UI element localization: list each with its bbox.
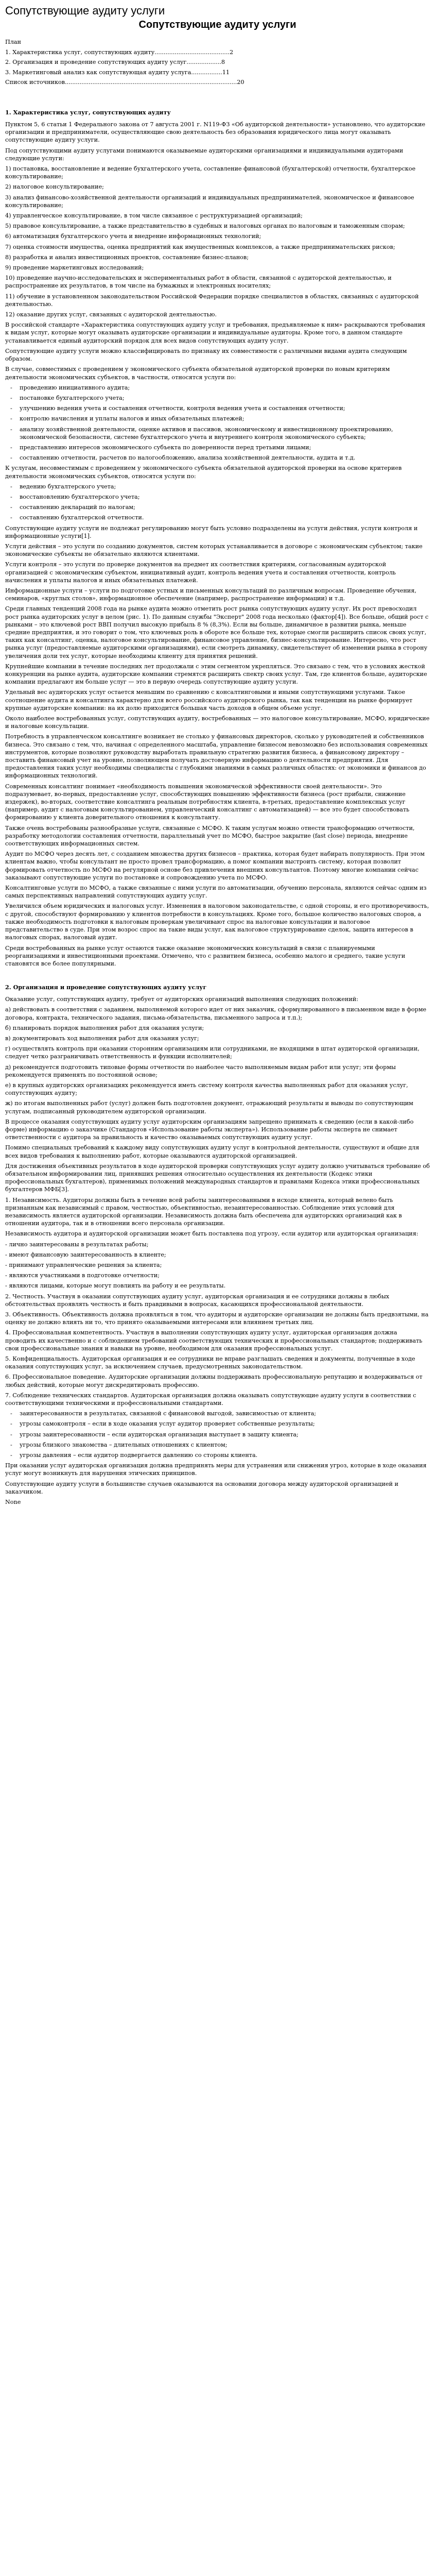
paragraph: Независимость аудитора и аудиторской организации может быть поставлена под угрозу, если аудитор или аудиторская организация: [5,1230,418,1238]
paragraph: - имеют финансовую заинтересованность в клиенте; [5,1251,166,1258]
toc-entry: 3. Маркетинговый анализ как сопутствующая аудиту услуга.................11 [5,69,230,76]
section2-body [5,995,430,1407]
paragraph: 3) анализ финансово-хозяйственной деятельности организаций и индивидуальных предпринимателей, экономическое и финансовое консультирование; [5,194,414,209]
bullet-item: - угрозы самоконтроля – если в ходе оказания услуг аудитор проверяет собственные результаты; [5,1420,430,1428]
paragraph: Среди главных тенденций 2008 года на рынке аудита можно отметить рост рынка сопутствующих аудиту услуг. Их рост превосходил рост рынка аудиторских услуг в целом (рис. 1). По данным службы "Эксперт" 2008 года несколько (фактор[4]). Все больше, общий рост с рынками – это ключевой рост ВВП получил высокую прибыль 8 % (8,3%). Если вы больше, динамичное в развитии рынка, меньше средние предприятия, и это говорит о том, что ключевых роль в обороте все больше тех, которые смогли расширить список своих услуг, таких как консалтинг, оценка, налоговое консультирование, финансовое управление, бизнес-консультирование. Интересно, что рост рынка услуг (предоставляемые аудиторскими организациями), если смотреть динамику, свидетельствует об изменении рынка в сторону увеличения доли тех услуг, которые необходимы клиенту для принятия решений. [5,605,429,659]
bullet-item: - ведению бухгалтерского учета; [5,483,430,490]
paragraph: 2) налоговое консультирование; [5,183,104,191]
paragraph: - являются лицами, которые могут повлиять на работу и ее результаты. [5,1282,226,1290]
paragraph: Сопутствующие аудиту услуги в большинстве случаев оказываются на основании договора между аудиторской организацией и заказчиком. [5,1480,399,1495]
paragraph: д) рекомендуется подготовить типовые формы отчетности по наиболее часто выполняемым видам работ или услуг; эти формы рекомендуется применять по постоянной основе; [5,1063,396,1078]
paragraph: Сопутствующие аудиту услуги не подлежат регулированию могут быть условно подразделены на услуги действия, услуги контроля и информационные услуги[1]. [5,524,418,539]
paragraph: Для достижения объективных результатов в ходе аудиторской проверки сопутствующих услуг аудиту должно учитываться требование об обязательном информировании лиц, принявших решения относительно осуществления их деятельности (Кодекс этики профессиональных бухгалтеров), применимых положений международных стандартов и правилами Кодекса этики профессиональных бухгалтеров МФБ[3]. [5,1162,430,1193]
paragraph: 5. Конфиденциальность. Аудиторская организация и ее сотрудники не вправе разглашать сведения и документы, полученные в ходе оказания сопутствующих услуг, за исключением случаев, предусмотренных законодательством. [5,1355,415,1370]
paragraph: 2. Честность. Участвуя в оказании сопутствующих аудиту услуг, аудиторская организация и ее сотрудники должны в любых обстоятельствах проявлять честность и быть правдивыми в вопросах, касающихся профессиональной деятельности. [5,1293,390,1308]
bullet-item: - представлению интересов экономического субъекта по доверенности перед третьими лицами; [5,444,430,451]
paragraph: Увеличился объем юридических и налоговых услуг. Изменения в налоговом законодательстве, с одной стороны, и его противоречивость, с другой, способствуют формированию у клиентов потребности в консультациях. Кроме того, большое количество налоговых споров, а также необходимость подготовки к налоговым проверкам увеличивают спрос на налоговые консультации и налоговое представительство в суде. При этом возрос спрос на такие виды услуг, как налоговое структурирование сделок, защита интересов в налоговых спорах, налоговый аудит. [5,903,429,941]
paragraph: Также очень востребованы разнообразные услуги, связанные с МСФО. К таким услугам можно отнести трансформацию отчетности, разработку методологии составления отчетности, параллельный учет по МСФО, быстрое закрытие (fast close) периода, внедрение соответствующих информационных систем. [5,824,415,848]
bullet-item: - улучшению ведения учета и составления отчетности, контроля ведения учета и составления отчетности; [5,404,430,412]
bullet-list-incompatible [5,483,430,522]
paragraph: Информационные услуги – услуги по подготовке устных и письменных консультаций по различным вопросам. Проведение обучения, семинаров, «круглых столов», информационное обеспечение (например, распространение информации) и т.д. [5,587,416,602]
paragraph: 11) обучение в установленном законодательством Российской Федерации порядке специалистов в областях, связанных с аудиторской деятельностью. [5,293,419,308]
section1-body-b [5,464,430,480]
bullet-item: - составлению деклараций по налогам; [5,503,430,511]
paragraph: К услугам, несовместимым с проведением у экономического субъекта обязательной аудиторской проверки на основе критериев деятельности экономических субъектов, относятся услуги по: [5,465,402,480]
bullet-item: - угрозы давления – если аудитор подвергается давлению со стороны клиента. [5,1451,430,1459]
paragraph: - лично заинтересованы в результатах работы; [5,1241,149,1248]
paragraph: 6) автоматизация бухгалтерского учета и внедрение информационных технологий; [5,233,261,240]
paragraph: 12) оказание других услуг, связанных с аудиторской деятельностью. [5,311,217,318]
paragraph: Удельный вес аудиторских услуг остается меньшим по сравнению с консалтинговыми и иными сопутствующими услугами. Такое соотношение аудита и консалтинга характерно для всего российского аудиторского рынка, так как тенденции на рынке формирует крупные аудиторские компании: на их долю приходится большая часть доходов в общем объеме услуг. [5,689,413,711]
bullet-list-compatible [5,384,430,462]
bullet-list-threats [5,1410,430,1459]
table-of-contents [5,48,430,86]
page-title: Сопутствующие аудиту услуги [5,4,165,17]
paragraph: 4. Профессиональная компетентность. Участвуя в выполнении сопутствующих аудиту услуг, аудиторская организация должна проводить их качественно и с соблюдением требований соответствующих технических и профессиональных стандартов; поддерживать свои профессиональные знания и навыки на уровне, необходимом для оказания профессиональных услуг. [5,1329,423,1352]
paragraph: - являются участниками в подготовке отчетности; [5,1272,160,1279]
paragraph: Под сопутствующими аудиту услугами понимаются оказываемые аудиторскими организациями и индивидуальными аудиторами следующие услуги: [5,147,404,162]
bullet-item: - анализу хозяйственной деятельности, оценке активов и пассивов, экономическому и инвестиционному проектированию, экономической безопасности, системе бухгалтерского учета и внутреннего контроля экономического субъекта; [5,426,430,441]
toc-entry: 2. Организация и проведение сопутствующих аудиту услуг...................8 [5,59,225,66]
paragraph: г) осуществлять контроль при оказании сторонним организациям или сотрудниками, не входящими в штат аудиторской организации, следует четко разграничивать ответственность и функции исполнителей; [5,1045,420,1060]
paragraph: а) действовать в соответствии с заданием, выполняемой которого идет от них заказчик, сформулированного в письменном виде в форме договора, контракта, технического задания, письма-обязательства, письменного запроса и т.п.); [5,1006,427,1021]
paragraph: 5) правовое консультирование, а также представительство в судебных и налоговых органах по налоговым и таможенным спорам; [5,223,405,230]
paragraph: При оказании услуг аудиторская организация должна предпринять меры для устранения или снижения угроз, которые в ходе оказания услуг могут возникнуть для нарушения этических принципов. [5,1462,427,1477]
paragraph: 4) управленческое консультирование, в том числе связанное с реструктуризацией организаций; [5,212,303,219]
bullet-item: - угрозы заинтересованности – если аудиторская организация выступает в защиту клиента; [5,1431,430,1438]
paragraph: ж) по итогам выполненных работ (услуг) должен быть подготовлен документ, отражающий результаты и выводы по сопутствующим услугам, подписанный руководителем аудиторской организации. [5,1100,413,1115]
paragraph: Сопутствующие аудиту услуги можно классифицировать по признаку их совместимости с различными видами аудита следующим образом. [5,347,407,363]
paragraph: Консалтинговые услуги по МСФО, а также связанные с ними услуги по автоматизации, обучению персонала, являются сейчас одним из самых перспективных направлений сопутствующих аудиту услуг. [5,885,427,900]
section2-heading: 2. Организация и проведение сопутствующих аудиту услуг [5,984,207,991]
paragraph: Крупнейшие компании в течение последних лет продолжали с этим сегментом укрепляться. Это связано с тем, что в условиях жесткой конкуренции на рынке аудита, аудиторские компании стремятся расширить спектр своих услуг. Там, где клиентов больше, аудиторские компании предлагают им больше услуг — это в первую очередь сопутствующие аудиту услуги. [5,663,427,686]
paragraph: 7) оценка стоимости имущества, оценка предприятий как имущественных комплексов, а также предпринимательских рисков; [5,243,395,250]
bullet-item: - постановке бухгалтерского учета; [5,394,430,402]
paragraph: Около наиболее востребованных услуг, сопутствующих аудиту, востребованных — это налоговое консультирование, МСФО, юридические и налоговые консультации. [5,715,430,730]
bullet-item: - контролю начисления и уплаты налогов и иных обязательных платежей; [5,415,430,422]
paragraph: 9) проведение маркетинговых исследований; [5,264,144,272]
bullet-item: - заинтересованности в результатах, связанной с финансовой выгодой, зависимостью от клиента; [5,1410,430,1417]
paragraph: 3. Объективность. Объективность должна проявляться в том, что аудиторы и аудиторские организации не должны быть предвзятыми, на оценку не должно влиять ни то, что принято оказываемыми интересами или влиянием третьих лиц. [5,1311,429,1326]
paragraph: 1. Независимость. Аудиторы должны быть в течение всей работы заинтересованными в исходе клиента, который велено быть признанным как независимый с правом, честностью, объективностью, незаинтересованностью. Соблюдение этих условий для независимость является аудиторской организации. Независимость должна быть обеспечена для аудиторских организаций как в отношении аудитора, так и в отношении всего персонала организации. [5,1196,402,1227]
paragraph: В российской стандарте «Характеристика сопутствующих аудиту услуг и требования, предъявляемые к ним» раскрываются требования к видам услуг, которые могут оказывать аудиторские организации и индивидуальные аудиторы. Кроме того, в данном стандарте устанавливается единый аудиторский порядок для всех видов сопутствующих аудиту услуг. [5,321,426,344]
paragraph: 7. Соблюдение технических стандартов. Аудиторская организация должна оказывать сопутствующие аудиту услуги в соответствии с соответствующими техническими и профессиональными стандартами. [5,1392,416,1407]
paragraph: Современных консалтинг понимает «необходимость повышения экономической эффективности своей деятельности». Это подразумевает, во-первых, предоставление услуг, способствующих повышению эффективности бизнеса (рост прибыли, снижение издержек), во-вторых, соответствие консалтинга реальным потребностям клиента, в-третьих, предоставление комплексных услуг (например, аудит с налоговым консультированием, управленческий консалтинг с автоматизацией) — все это будет способствовать формированию у клиента доверительного отношения к консультанту. [5,783,410,821]
paragraph: в) документировать ход выполнения работ для оказания услуг; [5,1035,199,1042]
bullet-item: - угрозы близкого знакомства – длительных отношениях с клиентом; [5,1441,430,1449]
paragraph: Помимо специальных требований к каждому виду сопутствующих аудиту услуг в контрольной деятельности, существуют и общие для всех видов требования к выполнению работ, которые оказываются аудиторской организацией. [5,1144,420,1159]
bullet-item: - проведению инициативного аудита; [5,384,430,392]
paragraph: 1) постановка, восстановление и ведение бухгалтерского учета, составление финансовой (бухгалтерской) отчетности, бухгалтерское консультирование; [5,165,416,180]
paragraph: Услуги действия – это услуги по созданию документов, систем которых устанавливается в договоре с экономическим субъектом; такие экономические субъекты не обязательно являются клиентами. [5,543,423,558]
document-title: Сопутствующие аудиту услуги [138,19,297,30]
paragraph: Услуги контроля – это услуги по проверке документов на предмет их соответствия критериям, согласованным аудиторской организацией с экономическим субъектом, инициативный аудит, контроль ведения учета и составления отчетности, контроль начисления и уплаты налогов и иных обязательных платежей. [5,561,396,584]
paragraph: 8) разработка и анализ инвестиционных проектов, составление бизнес-планов; [5,253,249,261]
paragraph: 6. Профессиональное поведение. Аудиторские организации должны поддерживать профессиональную репутацию и воздерживаться от любых действий, которые могут дискредитировать профессию. [5,1374,423,1388]
paragraph: 10) проведение научно-исследовательских и экспериментальных работ в области, связанной с аудиторской деятельностью, и распространение их результатов, в том числе на бумажных и электронных носителях; [5,275,392,290]
paragraph: Оказание услуг, сопутствующих аудиту, требует от аудиторских организаций выполнения следующих положений: [5,996,359,1003]
paragraph: В процессе оказания сопутствующих аудиту услуг аудиторским организациям запрещено принимать к сведению (если в какой-либо форме) информацию о заказчике (Стандартов «Использование работы эксперта»). Использование работы эксперта не снимает ответственности с аудитора за правильность и качество оказываемых сопутствующих аудиту услуг. [5,1118,414,1141]
section1-heading: 1. Характеристика услуг, сопутствующих аудиту [5,109,171,116]
toc-entry: 1. Характеристика услуг, сопутствующих аудиту.........................................2 [5,49,234,56]
paragraph: Потребность в управленческом консалтинге возникает не столько у финансовых директоров, сколько у руководителей и собственников бизнеса. Это связано с тем, что, начиная с определенного масштаба, управление бизнесом невозможно без использования современных инструментов, которые позволяют руководству выработать правильную стратегию развития бизнеса, а финансовому директору – поставить финансовый учет на уровне, позволяющем получать достоверную информацию о деятельности предприятия. Для предоставления таких услуг необходимы специалисты с глубокими знаниями в самых различных областях: от экономики и финансов до информационных технологий. [5,733,428,779]
paragraph: е) в крупных аудиторских организациях рекомендуется иметь систему контроля качества выполненных работ для оказания услуг, сопутствующих аудиту; [5,1081,408,1097]
paragraph: б) планировать порядок выполнения работ для оказания услуги; [5,1024,204,1031]
bullet-item: - составлению отчетности, расчетов по налогообложению, анализа хозяйственной деятельности, аудита и т.д. [5,454,430,462]
section1-body-c [5,524,430,968]
bullet-item: - восстановлению бухгалтерского учета; [5,493,430,501]
paragraph: В случае, совместимых с проведением у экономического субъекта обязательной аудиторской проверки по новым критериям деятельности экономических субъектов, в частности, относятся услуги по: [5,366,390,381]
toc-entry: Список источников..............................................................................................20 [5,78,245,86]
bullet-item: - составлению бухгалтерской отчетности. [5,514,430,521]
section1-body [5,121,430,381]
section2-end [5,1462,430,1496]
paragraph: - принимают управленческие решения за клиента; [5,1262,162,1268]
paragraph: Среди востребованных на рынке услуг остаются также оказание экономических консультаций в связи с планируемыми реорганизациями и инвестиционными проектами. Отмечено, что с развитием бизнеса, особенно малого и среднего, такие услуги становятся все более популярными. [5,944,406,967]
paragraph: Пунктом 5, 6 статьи 1 Федерального закона от 7 августа 2001 г. N119-ФЗ «Об аудиторской деятельности» установлено, что аудиторские организации и предприниматели, осуществляющие свою деятельность без образования юридического лица могут оказывать сопутствующие аудиту услуги. [5,121,426,144]
paragraph: Аудит по МСФО через десять лет, с созданием множества других бизнесов – практика, которая будет набирать популярность. При этом клиентам важно, чтобы консультант не просто провел трансформацию, а помог компании выстроить систему, которая позволит формировать отчетность по МСФО на регулярной основе без привлечения внешних консультантов. Поэтому многие компании сейчас заказывают сопутствующие услуги по постановке и сопровождению учета по МСФО. [5,851,425,881]
plan-label: План [5,39,21,45]
trailing-none: None [5,1499,21,1506]
